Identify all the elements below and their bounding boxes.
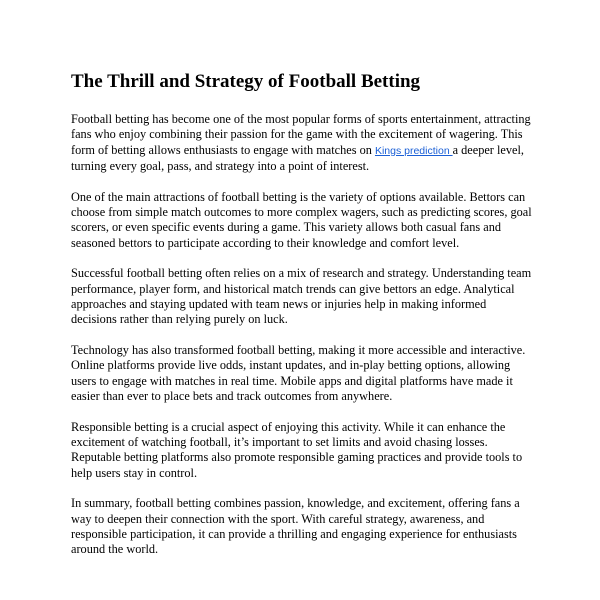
paragraph-responsible: Responsible betting is a crucial aspect of enjoying this activity. While it can enhance the excitement of watching football, it’s important to set limits and avoid chasing losses. Reputable betting platforms also promote responsible gaming practices and provide tools to help users stay in control.: [71, 419, 523, 480]
article-title: The Thrill and Strategy of Football Betting: [71, 71, 421, 92]
paragraph-summary: In summary, football betting combines passion, knowledge, and excitement, offering fans a way to deepen their connection with the sport. With careful strategy, awareness, and responsible participation, it can provide a thrilling and engaging experience for enthusiasts around the world.: [71, 496, 520, 557]
paragraph-variety: One of the main attractions of football betting is the variety of options available. Bettors can choose from simple match outcomes to more complex wagers, such as predicting scores, goal scorers, or even specific events during a game. This variety allows both casual fans and seasoned bettors to participate according to their knowledge and comfort level.: [71, 189, 532, 250]
paragraph-strategy: Successful football betting often relies on a mix of research and strategy. Understanding team performance, player form, and historical match trends can give bettors an edge. Analytical approaches and staying updated with team news or injuries help in making informed decisions rather than relying purely on luck.: [71, 266, 532, 327]
article-body: [71, 70, 533, 573]
kings-prediction-link[interactable]: Kings prediction: [374, 144, 453, 157]
paragraph-intro-text-after: a deeper level, turning every goal, pass, and strategy into a point of interest.: [71, 142, 524, 174]
paragraph-intro: [71, 112, 533, 175]
paragraph-intro-text-before: Football betting has become one of the most popular forms of sports entertainment, attracting fans who enjoy combining their passion for the game with the excitement of wagering. This form of betting allows enthusiasts to engage with matches on: [71, 112, 531, 157]
paragraph-technology: Technology has also transformed football betting, making it more accessible and interactive. Online platforms provide live odds, instant updates, and in-play betting options, allowing users to engage with matches in real time. Mobile apps and digital platforms have made it easier than ever to place bets and track outcomes from anywhere.: [71, 342, 526, 404]
